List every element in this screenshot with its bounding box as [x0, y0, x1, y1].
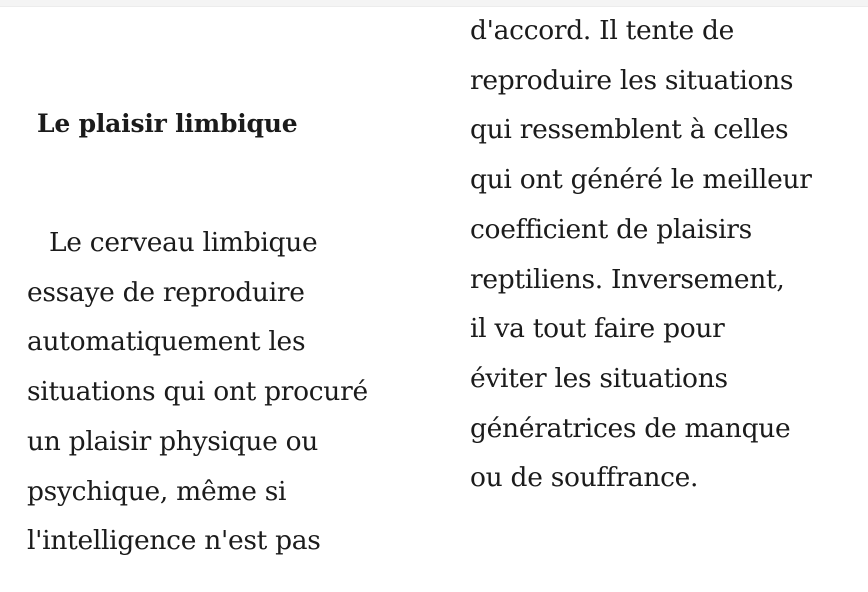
text-line: un plaisir physique ou [27, 425, 319, 457]
text-line: d'accord. Il tente de [470, 15, 735, 46]
text-line: automatiquement les [27, 326, 306, 358]
text-line: essaye de reproduire [27, 276, 305, 308]
text-column-right [470, 6, 865, 503]
text-line: reptiliens. Inversement, [470, 263, 785, 295]
text-line: reproduire les situations [470, 64, 794, 96]
text-line: Le cerveau limbique [49, 227, 318, 258]
text-line: qui ressemblent à celles [470, 114, 789, 146]
text-line: ou de souffrance. [470, 462, 699, 494]
text-line: éviter les situations [470, 362, 728, 394]
text-line: coefficient de plaisirs [470, 213, 752, 245]
text-line: il va tout faire pour [470, 313, 725, 345]
text-line: psychique, même si [27, 475, 287, 507]
text-line: situations qui ont procuré [27, 376, 368, 408]
section-heading: Le plaisir limbique [37, 109, 298, 138]
text-line: génératrices de manque [470, 412, 791, 444]
text-line: qui ont généré le meilleur [470, 164, 812, 196]
text-line: l'intelligence n'est pas [27, 525, 321, 557]
text-column-left [27, 218, 432, 566]
